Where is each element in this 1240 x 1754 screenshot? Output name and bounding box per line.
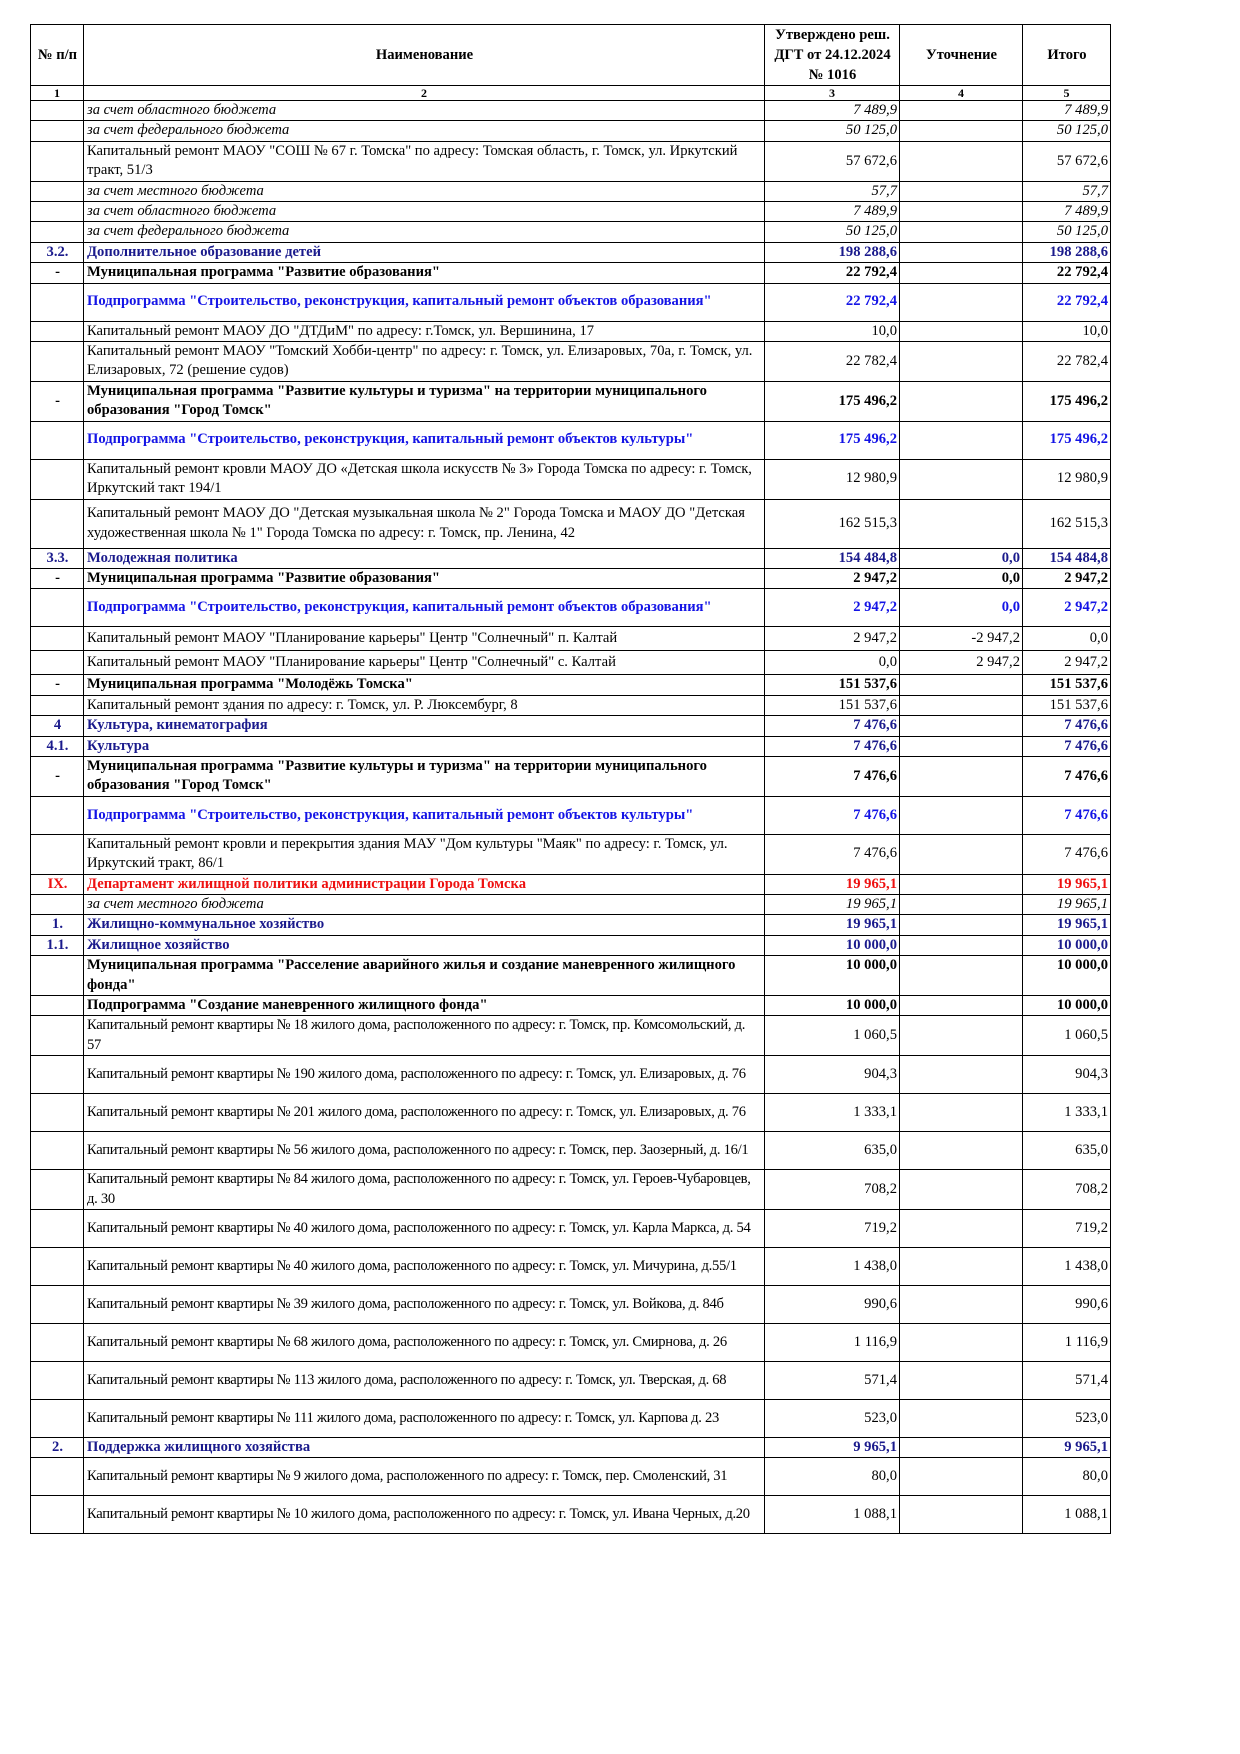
row-total-value: 0,0 <box>1023 627 1111 651</box>
row-total-value: 57 672,6 <box>1023 141 1111 181</box>
table-row <box>31 1056 1111 1094</box>
row-total-value: 10,0 <box>1023 321 1111 341</box>
table-row <box>31 421 1111 459</box>
row-clarification-value <box>900 222 1023 242</box>
row-approved-value: 1 088,1 <box>765 1496 900 1534</box>
column-number-row <box>31 86 1111 101</box>
row-clarification-value <box>900 459 1023 499</box>
column-header-total: Итого <box>1023 25 1111 86</box>
row-clarification-value <box>900 1056 1023 1094</box>
table-row <box>31 915 1111 935</box>
row-name: Капитальный ремонт квартиры № 56 жилого дома, расположенного по адресу: г. Томск, пер. Заозерный, д. 16/1 <box>84 1132 765 1170</box>
row-number <box>31 1324 84 1362</box>
row-approved-value: 7 476,6 <box>765 756 900 796</box>
row-total-value: 175 496,2 <box>1023 381 1111 421</box>
table-row <box>31 263 1111 283</box>
row-approved-value: 2 947,2 <box>765 627 900 651</box>
row-name: Жилищно-коммунальное хозяйство <box>84 915 765 935</box>
table-row <box>31 321 1111 341</box>
table-row <box>31 1248 1111 1286</box>
row-approved-value: 1 438,0 <box>765 1248 900 1286</box>
row-clarification-value <box>900 874 1023 894</box>
row-name: Капитальный ремонт квартиры № 84 жилого дома, расположенного по адресу: г. Томск, ул. Героев-Чубаровцев, д. 30 <box>84 1170 765 1210</box>
row-total-value: 7 476,6 <box>1023 736 1111 756</box>
table-row <box>31 1286 1111 1324</box>
row-clarification-value <box>900 894 1023 914</box>
row-total-value: 22 782,4 <box>1023 342 1111 382</box>
row-name: Молодежная политика <box>84 548 765 568</box>
row-number <box>31 796 84 834</box>
row-approved-value: 10 000,0 <box>765 956 900 996</box>
row-approved-value: 7 476,6 <box>765 796 900 834</box>
row-clarification-value <box>900 695 1023 715</box>
row-clarification-value <box>900 1438 1023 1458</box>
row-approved-value: 22 782,4 <box>765 342 900 382</box>
row-name: Культура, кинематография <box>84 716 765 736</box>
row-total-value: 1 333,1 <box>1023 1094 1111 1132</box>
table-row <box>31 381 1111 421</box>
row-name: Департамент жилищной политики администрации Города Томска <box>84 874 765 894</box>
table-row <box>31 736 1111 756</box>
row-number: IX. <box>31 874 84 894</box>
row-name: Подпрограмма "Строительство, реконструкция, капитальный ремонт объектов образования" <box>84 589 765 627</box>
row-name: Капитальный ремонт квартиры № 190 жилого дома, расположенного по адресу: г. Томск, ул. Елизаровых, д. 76 <box>84 1056 765 1094</box>
row-number: - <box>31 381 84 421</box>
row-clarification-value <box>900 1362 1023 1400</box>
row-name: Муниципальная программа "Расселение аварийного жилья и создание маневренного жилищного фонда" <box>84 956 765 996</box>
row-clarification-value <box>900 796 1023 834</box>
row-name: за счет федерального бюджета <box>84 121 765 141</box>
row-clarification-value <box>900 1170 1023 1210</box>
row-number <box>31 222 84 242</box>
table-row <box>31 222 1111 242</box>
row-name: Муниципальная программа "Развитие образования" <box>84 263 765 283</box>
table-row <box>31 1438 1111 1458</box>
row-approved-value: 22 792,4 <box>765 283 900 321</box>
row-approved-value: 151 537,6 <box>765 695 900 715</box>
row-total-value: 154 484,8 <box>1023 548 1111 568</box>
row-clarification-value <box>900 1016 1023 1056</box>
row-name: Подпрограмма "Строительство, реконструкция, капитальный ремонт объектов культуры" <box>84 796 765 834</box>
row-clarification-value <box>900 283 1023 321</box>
row-clarification-value <box>900 834 1023 874</box>
table-row <box>31 141 1111 181</box>
row-total-value: 719,2 <box>1023 1210 1111 1248</box>
row-total-value: 7 489,9 <box>1023 202 1111 222</box>
row-name: за счет федерального бюджета <box>84 222 765 242</box>
row-total-value: 9 965,1 <box>1023 1438 1111 1458</box>
row-name: Капитальный ремонт квартиры № 201 жилого дома, расположенного по адресу: г. Томск, ул. Елизаровых, д. 76 <box>84 1094 765 1132</box>
row-clarification-value <box>900 1132 1023 1170</box>
table-row <box>31 101 1111 121</box>
row-name: Муниципальная программа "Молодёжь Томска" <box>84 675 765 695</box>
row-total-value: 12 980,9 <box>1023 459 1111 499</box>
row-name: Жилищное хозяйство <box>84 935 765 955</box>
row-clarification-value <box>900 736 1023 756</box>
table-row <box>31 181 1111 201</box>
row-clarification-value <box>900 1496 1023 1534</box>
row-name: Капитальный ремонт МАОУ "Планирование карьеры" Центр "Солнечный" с. Калтай <box>84 651 765 675</box>
table-row <box>31 716 1111 736</box>
row-name: Капитальный ремонт квартиры № 68 жилого дома, расположенного по адресу: г. Томск, ул. Смирнова, д. 26 <box>84 1324 765 1362</box>
row-number: 3.2. <box>31 242 84 262</box>
row-approved-value: 7 476,6 <box>765 834 900 874</box>
table-row <box>31 834 1111 874</box>
row-total-value: 10 000,0 <box>1023 956 1111 996</box>
row-clarification-value: -2 947,2 <box>900 627 1023 651</box>
table-row <box>31 796 1111 834</box>
row-total-value: 7 476,6 <box>1023 796 1111 834</box>
row-total-value: 151 537,6 <box>1023 695 1111 715</box>
row-approved-value: 708,2 <box>765 1170 900 1210</box>
row-number <box>31 1496 84 1534</box>
row-total-value: 7 489,9 <box>1023 101 1111 121</box>
table-row <box>31 548 1111 568</box>
row-clarification-value <box>900 996 1023 1016</box>
row-total-value: 635,0 <box>1023 1132 1111 1170</box>
row-name: Капитальный ремонт МАОУ "Планирование карьеры" Центр "Солнечный" п. Калтай <box>84 627 765 651</box>
row-number: - <box>31 568 84 588</box>
row-total-value: 19 965,1 <box>1023 874 1111 894</box>
table-header-row <box>31 25 1111 86</box>
row-number <box>31 499 84 548</box>
column-header-name: Наименование <box>84 25 765 86</box>
row-number <box>31 181 84 201</box>
row-total-value: 1 060,5 <box>1023 1016 1111 1056</box>
row-name: Капитальный ремонт квартиры № 40 жилого дома, расположенного по адресу: г. Томск, ул. Карла Маркса, д. 54 <box>84 1210 765 1248</box>
row-total-value: 2 947,2 <box>1023 651 1111 675</box>
row-total-value: 22 792,4 <box>1023 263 1111 283</box>
row-number: 3.3. <box>31 548 84 568</box>
row-clarification-value <box>900 935 1023 955</box>
table-row <box>31 1362 1111 1400</box>
table-row <box>31 121 1111 141</box>
table-row <box>31 651 1111 675</box>
row-clarification-value <box>900 381 1023 421</box>
table-row <box>31 756 1111 796</box>
table-row <box>31 1496 1111 1534</box>
row-clarification-value <box>900 101 1023 121</box>
row-name: Муниципальная программа "Развитие культуры и туризма" на территории муниципального образования "Город Томск" <box>84 381 765 421</box>
row-number: 1.1. <box>31 935 84 955</box>
row-number <box>31 651 84 675</box>
row-name: Культура <box>84 736 765 756</box>
row-name: Капитальный ремонт квартиры № 39 жилого дома, расположенного по адресу: г. Томск, ул. Войкова, д. 84б <box>84 1286 765 1324</box>
row-number <box>31 141 84 181</box>
row-number <box>31 421 84 459</box>
row-number <box>31 956 84 996</box>
row-name: Капитальный ремонт МАОУ ДО "Детская музыкальная школа № 2" Города Томска и МАОУ ДО "Детская художественная школа № 1" Города Томска по адресу: г. Томск, пр. Ленина, 42 <box>84 499 765 548</box>
column-number: 1 <box>31 86 84 101</box>
row-number <box>31 121 84 141</box>
row-number <box>31 894 84 914</box>
row-approved-value: 19 965,1 <box>765 894 900 914</box>
row-number <box>31 1132 84 1170</box>
row-approved-value: 719,2 <box>765 1210 900 1248</box>
row-clarification-value <box>900 716 1023 736</box>
column-number: 2 <box>84 86 765 101</box>
row-number <box>31 1458 84 1496</box>
table-row <box>31 1016 1111 1056</box>
row-clarification-value <box>900 1210 1023 1248</box>
row-number: 2. <box>31 1438 84 1458</box>
row-approved-value: 50 125,0 <box>765 222 900 242</box>
table-row <box>31 1170 1111 1210</box>
row-name: Дополнительное образование детей <box>84 242 765 262</box>
row-total-value: 2 947,2 <box>1023 589 1111 627</box>
row-total-value: 80,0 <box>1023 1458 1111 1496</box>
row-approved-value: 19 965,1 <box>765 915 900 935</box>
row-total-value: 162 515,3 <box>1023 499 1111 548</box>
row-approved-value: 175 496,2 <box>765 381 900 421</box>
row-total-value: 2 947,2 <box>1023 568 1111 588</box>
table-row <box>31 1400 1111 1438</box>
row-approved-value: 1 116,9 <box>765 1324 900 1362</box>
table-row <box>31 1458 1111 1496</box>
row-total-value: 904,3 <box>1023 1056 1111 1094</box>
table-row <box>31 894 1111 914</box>
table-row <box>31 242 1111 262</box>
row-approved-value: 990,6 <box>765 1286 900 1324</box>
row-number <box>31 1362 84 1400</box>
row-name: Капитальный ремонт МАОУ "Томский Хобби-центр" по адресу: г. Томск, ул. Елизаровых, 70а, г. Томск, ул. Елизаровых, 72 (решение судов) <box>84 342 765 382</box>
row-approved-value: 904,3 <box>765 1056 900 1094</box>
row-clarification-value <box>900 675 1023 695</box>
table-row <box>31 202 1111 222</box>
row-number <box>31 459 84 499</box>
table-row <box>31 568 1111 588</box>
row-clarification-value <box>900 342 1023 382</box>
row-clarification-value <box>900 915 1023 935</box>
row-total-value: 57,7 <box>1023 181 1111 201</box>
row-number: 4.1. <box>31 736 84 756</box>
row-total-value: 708,2 <box>1023 1170 1111 1210</box>
row-clarification-value <box>900 1324 1023 1362</box>
row-approved-value: 9 965,1 <box>765 1438 900 1458</box>
row-total-value: 22 792,4 <box>1023 283 1111 321</box>
row-clarification-value <box>900 1094 1023 1132</box>
row-clarification-value <box>900 141 1023 181</box>
row-clarification-value <box>900 202 1023 222</box>
row-name: Капитальный ремонт МАОУ ДО "ДТДиМ" по адресу: г.Томск, ул. Вершинина, 17 <box>84 321 765 341</box>
row-clarification-value <box>900 956 1023 996</box>
row-number <box>31 101 84 121</box>
table-row <box>31 1324 1111 1362</box>
row-total-value: 7 476,6 <box>1023 756 1111 796</box>
row-number <box>31 1210 84 1248</box>
table-row <box>31 874 1111 894</box>
row-name: Подпрограмма "Создание маневренного жилищного фонда" <box>84 996 765 1016</box>
row-approved-value: 12 980,9 <box>765 459 900 499</box>
row-clarification-value: 0,0 <box>900 548 1023 568</box>
row-name: Капитальный ремонт кровли МАОУ ДО «Детская школа искусств № 3» Города Томска по адресу: г. Томск, Иркутский такт 194/1 <box>84 459 765 499</box>
row-name: Капитальный ремонт МАОУ "СОШ № 67 г. Томска" по адресу: Томская область, г. Томск, ул. Иркутский тракт, 51/3 <box>84 141 765 181</box>
row-approved-value: 7 476,6 <box>765 736 900 756</box>
row-total-value: 50 125,0 <box>1023 222 1111 242</box>
row-approved-value: 7 476,6 <box>765 716 900 736</box>
table-row <box>31 283 1111 321</box>
table-row <box>31 1132 1111 1170</box>
row-approved-value: 10 000,0 <box>765 935 900 955</box>
row-number <box>31 1400 84 1438</box>
row-number <box>31 1286 84 1324</box>
table-row <box>31 956 1111 996</box>
row-name: Капитальный ремонт квартиры № 40 жилого дома, расположенного по адресу: г. Томск, ул. Мичурина, д.55/1 <box>84 1248 765 1286</box>
row-approved-value: 151 537,6 <box>765 675 900 695</box>
column-number: 4 <box>900 86 1023 101</box>
row-total-value: 1 116,9 <box>1023 1324 1111 1362</box>
row-number <box>31 1056 84 1094</box>
row-name: Капитальный ремонт здания по адресу: г. Томск, ул. Р. Люксембург, 8 <box>84 695 765 715</box>
row-number <box>31 283 84 321</box>
row-approved-value: 162 515,3 <box>765 499 900 548</box>
row-total-value: 7 476,6 <box>1023 834 1111 874</box>
row-total-value: 1 088,1 <box>1023 1496 1111 1534</box>
row-approved-value: 10,0 <box>765 321 900 341</box>
table-row <box>31 627 1111 651</box>
row-clarification-value <box>900 121 1023 141</box>
table-row <box>31 996 1111 1016</box>
row-approved-value: 1 060,5 <box>765 1016 900 1056</box>
row-approved-value: 154 484,8 <box>765 548 900 568</box>
row-approved-value: 2 947,2 <box>765 589 900 627</box>
table-row <box>31 459 1111 499</box>
row-approved-value: 57 672,6 <box>765 141 900 181</box>
column-number: 5 <box>1023 86 1111 101</box>
row-name: Капитальный ремонт квартиры № 9 жилого дома, расположенного по адресу: г. Томск, пер. Смоленский, 31 <box>84 1458 765 1496</box>
row-clarification-value <box>900 181 1023 201</box>
column-number: 3 <box>765 86 900 101</box>
row-approved-value: 635,0 <box>765 1132 900 1170</box>
row-approved-value: 57,7 <box>765 181 900 201</box>
row-name: Муниципальная программа "Развитие образования" <box>84 568 765 588</box>
table-row <box>31 1210 1111 1248</box>
row-approved-value: 7 489,9 <box>765 101 900 121</box>
row-approved-value: 10 000,0 <box>765 996 900 1016</box>
row-approved-value: 50 125,0 <box>765 121 900 141</box>
row-clarification-value <box>900 1458 1023 1496</box>
row-total-value: 19 965,1 <box>1023 894 1111 914</box>
row-number: - <box>31 263 84 283</box>
row-clarification-value <box>900 499 1023 548</box>
row-number <box>31 695 84 715</box>
row-approved-value: 571,4 <box>765 1362 900 1400</box>
row-name: Подпрограмма "Строительство, реконструкция, капитальный ремонт объектов культуры" <box>84 421 765 459</box>
row-clarification-value <box>900 1400 1023 1438</box>
row-name: Поддержка жилищного хозяйства <box>84 1438 765 1458</box>
row-total-value: 523,0 <box>1023 1400 1111 1438</box>
row-number <box>31 589 84 627</box>
row-clarification-value <box>900 242 1023 262</box>
row-total-value: 990,6 <box>1023 1286 1111 1324</box>
row-approved-value: 19 965,1 <box>765 874 900 894</box>
row-total-value: 151 537,6 <box>1023 675 1111 695</box>
table-row <box>31 935 1111 955</box>
column-header-clarification: Уточнение <box>900 25 1023 86</box>
row-total-value: 10 000,0 <box>1023 996 1111 1016</box>
row-clarification-value: 2 947,2 <box>900 651 1023 675</box>
table-row <box>31 675 1111 695</box>
column-header-approved: Утверждено реш. ДГТ от 24.12.2024 № 1016 <box>765 25 900 86</box>
row-number <box>31 202 84 222</box>
row-clarification-value <box>900 1248 1023 1286</box>
row-number: 1. <box>31 915 84 935</box>
row-name: за счет местного бюджета <box>84 181 765 201</box>
row-approved-value: 22 792,4 <box>765 263 900 283</box>
table-row <box>31 695 1111 715</box>
row-number: - <box>31 675 84 695</box>
row-number <box>31 834 84 874</box>
row-name: за счет областного бюджета <box>84 202 765 222</box>
row-number <box>31 342 84 382</box>
row-name: Капитальный ремонт квартиры № 113 жилого дома, расположенного по адресу: г. Томск, ул. Тверская, д. 68 <box>84 1362 765 1400</box>
row-approved-value: 0,0 <box>765 651 900 675</box>
row-total-value: 571,4 <box>1023 1362 1111 1400</box>
table-row <box>31 589 1111 627</box>
row-number: - <box>31 756 84 796</box>
row-number <box>31 1094 84 1132</box>
row-total-value: 198 288,6 <box>1023 242 1111 262</box>
row-total-value: 50 125,0 <box>1023 121 1111 141</box>
row-total-value: 1 438,0 <box>1023 1248 1111 1286</box>
row-name: Капитальный ремонт квартиры № 111 жилого дома, расположенного по адресу: г. Томск, ул. Карпова д. 23 <box>84 1400 765 1438</box>
row-total-value: 10 000,0 <box>1023 935 1111 955</box>
row-number <box>31 996 84 1016</box>
row-number <box>31 1170 84 1210</box>
row-name: Подпрограмма "Строительство, реконструкция, капитальный ремонт объектов образования" <box>84 283 765 321</box>
table-row <box>31 342 1111 382</box>
row-name: Капитальный ремонт квартиры № 18 жилого дома, расположенного по адресу: г. Томск, пр. Комсомольский, д. 57 <box>84 1016 765 1056</box>
row-name: за счет местного бюджета <box>84 894 765 914</box>
row-number <box>31 627 84 651</box>
row-number <box>31 1248 84 1286</box>
row-number: 4 <box>31 716 84 736</box>
row-name: Капитальный ремонт квартиры № 10 жилого дома, расположенного по адресу: г. Томск, ул. Ивана Черных, д.20 <box>84 1496 765 1534</box>
row-clarification-value: 0,0 <box>900 589 1023 627</box>
row-approved-value: 1 333,1 <box>765 1094 900 1132</box>
row-name: Муниципальная программа "Развитие культуры и туризма" на территории муниципального образования "Город Томск" <box>84 756 765 796</box>
row-number <box>31 321 84 341</box>
row-approved-value: 80,0 <box>765 1458 900 1496</box>
row-number <box>31 1016 84 1056</box>
row-name: Капитальный ремонт кровли и перекрытия здания МАУ "Дом культуры "Маяк" по адресу: г. Томск, ул. Иркутский тракт, 86/1 <box>84 834 765 874</box>
row-clarification-value <box>900 263 1023 283</box>
row-clarification-value <box>900 321 1023 341</box>
row-approved-value: 523,0 <box>765 1400 900 1438</box>
row-total-value: 175 496,2 <box>1023 421 1111 459</box>
budget-document <box>30 24 1111 1534</box>
row-approved-value: 198 288,6 <box>765 242 900 262</box>
row-name: за счет областного бюджета <box>84 101 765 121</box>
column-header-no: № п/п <box>31 25 84 86</box>
row-clarification-value: 0,0 <box>900 568 1023 588</box>
budget-table <box>30 24 1111 1534</box>
row-total-value: 19 965,1 <box>1023 915 1111 935</box>
row-approved-value: 175 496,2 <box>765 421 900 459</box>
row-approved-value: 2 947,2 <box>765 568 900 588</box>
row-clarification-value <box>900 1286 1023 1324</box>
table-body <box>31 101 1111 1534</box>
table-row <box>31 499 1111 548</box>
row-approved-value: 7 489,9 <box>765 202 900 222</box>
row-total-value: 7 476,6 <box>1023 716 1111 736</box>
row-clarification-value <box>900 421 1023 459</box>
row-clarification-value <box>900 756 1023 796</box>
table-row <box>31 1094 1111 1132</box>
